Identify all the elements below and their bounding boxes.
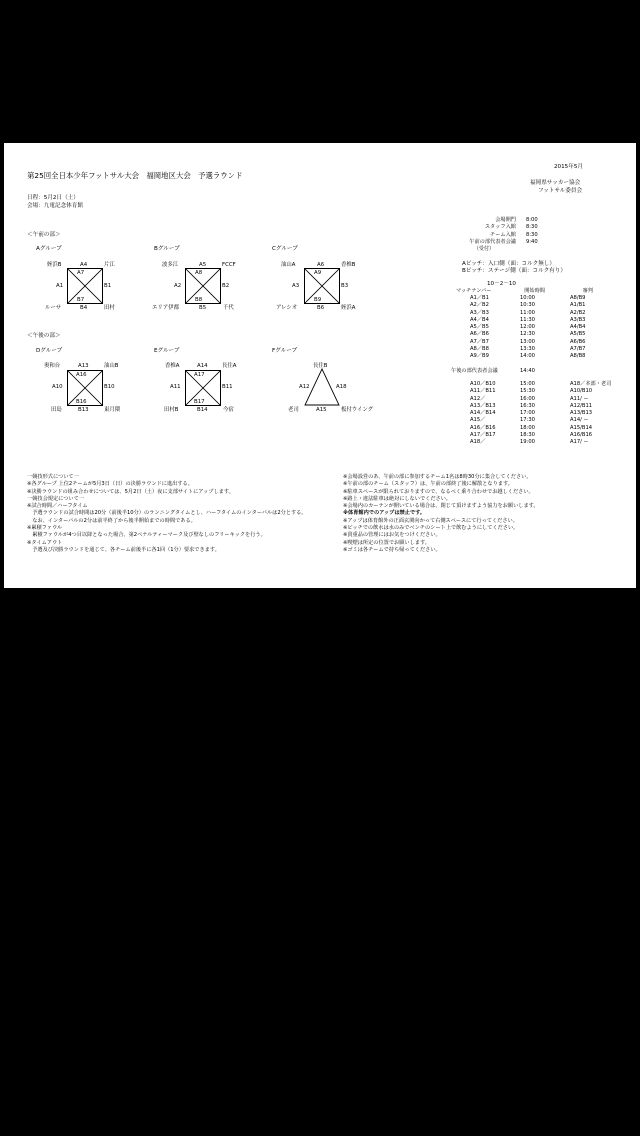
note-line: ※アップは体育館外の正面玄関向かって右側スペースにて行ってください。 [343,517,518,524]
group-a-name: Aグループ [36,246,62,252]
match-label: A16 [76,372,87,378]
table-cell: A2/B2 [570,309,586,316]
table-cell: A11/ ー [570,395,589,402]
match-label: A15 [316,407,327,413]
note-line: 予選ラウンドの試合時間は20分（前後半10分）のランニングタイムとし、ハーフタイムのインターバルは2分とする。 [27,510,307,517]
team-a4: 田村 [104,305,115,311]
organizer-2: フットサル委員会 [538,188,583,194]
match-label: B16 [76,399,87,405]
table-cell: A4/B4 [570,324,586,330]
table-cell: 13:00 [520,338,535,345]
table-cell: 17:30 [520,417,535,424]
group-c-diagram [304,268,340,304]
table-row [470,425,611,432]
table-cell: A1／B1 [470,295,489,301]
team-a3: ルーサ [45,305,62,311]
table-cell: A8/B9 [570,295,586,301]
note-line: ※試合時間／ハーフタイム [27,503,88,510]
team-f3: 板付ウイング [341,407,374,413]
table-cell: 15:30 [520,388,535,395]
table-cell: A13/B13 [570,410,593,416]
match-label: A8 [195,270,203,276]
match-label: B1 [104,283,112,289]
table-row [470,310,585,317]
note-line: 一競技形式について一 [27,474,79,480]
afternoon-match-table [470,381,611,446]
note-line: 予選及び決勝ラウンドを通じて、各チーム前後半に各1回（1分）要求できます。 [27,546,220,553]
team-b1: 波多江 [162,262,179,268]
table-cell: 12:30 [520,331,535,338]
note-line: ※各グループ 上位2チームが5月3日（日）の決勝ラウンドに進出する。 [27,481,193,488]
team-b2: FCCF [222,262,236,268]
match-label: B5 [199,305,207,311]
pitch-b: Bピッチ：ステージ側（面：コルク有り） [462,268,566,274]
table-cell: A12/B11 [570,402,593,409]
table-cell: A14/ ー [570,417,589,424]
table-cell: A8／B8 [470,345,489,352]
group-e-diagram [185,370,221,406]
doc-date: 2015年5月 [554,164,583,170]
match-label: B17 [194,399,205,405]
table-row [470,388,611,395]
note-line: ※タイムアウト [27,539,63,546]
match-table-header: マッチナンバー 開始時間 審判 [456,288,593,294]
table-cell: A8/B8 [570,353,586,359]
match-label: A18 [336,384,347,390]
notes-right [343,474,539,554]
match-label: B10 [104,384,115,390]
match-label: A17 [194,372,205,378]
table-cell: A10／B10 [470,381,496,387]
table-row [470,403,611,410]
match-label: A6 [317,262,325,268]
organizer-1: 福岡県サッカー協会 [530,180,581,186]
team-c2: 香椎B [341,262,356,268]
match-label: B9 [314,297,322,303]
note-line: ※累積ファウル [27,525,63,532]
doc-title: 第25回全日本少年フットサル大会 福岡地区大会 予選ラウンド [27,171,243,180]
table-cell: A10/B10 [570,388,593,395]
group-d-diagram [67,370,103,406]
note-line: 一競技会規定について一 [27,495,84,502]
document-page [4,143,636,588]
match-label: A13 [78,363,89,369]
notes-left [27,474,307,554]
table-cell: A9／B9 [470,353,489,359]
cross-lines [186,269,220,303]
match-label: A1 [56,283,64,289]
table-cell: A4／B4 [470,316,489,323]
table-row [470,439,611,446]
event-date: 日程：5月2日（土） [27,195,79,201]
note-line: ※午前の部のチーム（スタッフ）は、午前の部終了後に解散となります。 [343,481,513,488]
team-d4: 東月隈 [104,407,121,413]
group-b-name: Bグループ [154,246,180,252]
table-cell: 16:00 [520,395,535,402]
table-cell: A17/ ー [570,439,589,445]
team-f2: 老司 [288,407,299,413]
table-cell: A7／B7 [470,338,489,345]
note-line: ※ピッチでの飲水は水のみでベンチのシート上で飲むようにしてください。 [343,525,519,532]
note-line: ※駐車スペースが限られておりますので、なるべく乗り合わせでお越しください。 [343,488,534,495]
afternoon-meeting: 午後の部代表者会議 14:40 [451,368,535,374]
table-cell: 15:00 [520,381,535,387]
table-row [470,302,585,309]
table-cell: 11:00 [520,309,535,316]
table-cell: A3／B3 [470,309,489,316]
team-d1: 奥和台 [44,363,61,369]
team-b4: 千代 [223,305,234,311]
group-f-name: Fグループ [272,348,298,354]
group-f-triangle [304,368,340,406]
match-label: B11 [222,384,233,390]
match-label: A3 [292,283,300,289]
group-c-name: Cグループ [272,246,298,252]
match-label: A14 [197,363,208,369]
table-cell: A6/B6 [570,338,586,345]
table-row [470,417,611,424]
team-e3: 田村B [164,407,179,413]
group-b-diagram [185,268,221,304]
note-line: ※路上・違法駐車は絶対にしないでください。 [343,495,452,502]
match-label: B7 [77,297,85,303]
note-line: ※体育館内でのアップは禁止です。 [343,510,426,517]
table-cell: 18:00 [520,424,535,431]
note-line: ※会場内のカーテンが開いている場合は、閉じて頂けますよう協力をお願いします。 [343,503,539,510]
table-cell: A18／本部・老司 [570,381,612,387]
match-label: A10 [52,384,63,390]
table-cell: A16/B16 [570,431,593,438]
team-e1: 香椎A [165,363,180,369]
table-row [470,331,585,338]
cross-lines [68,269,102,303]
note-line: なお、インターバルの2分は前半終了から後半開始までの時間である。 [27,517,196,524]
table-cell: A7/B7 [570,345,586,352]
afternoon-heading: ＜午後の部＞ [27,333,61,339]
team-a2: 片江 [104,262,115,268]
table-row [470,396,611,403]
match-label: A7 [77,270,85,276]
table-row [470,346,585,353]
match-label: B14 [197,407,208,413]
table-cell: 14:00 [520,353,535,359]
table-cell: 11:30 [520,316,535,323]
group-a-diagram [67,268,103,304]
schedule-list: 会場開門 8:00 スタッフ入館 8:30 チーム入館 8:30 午前の部代表者会議 9:40 （受付） [469,217,538,252]
table-row [470,432,611,439]
table-row [470,410,611,417]
table-cell: 16:30 [520,402,535,409]
match-label: B6 [317,305,325,311]
team-c1: 油山A [281,262,296,268]
table-cell: 13:30 [520,345,535,352]
match-label: B3 [341,283,349,289]
match-label: A2 [174,283,182,289]
team-a1: 姪浜B [47,262,62,268]
team-d2: 油山B [104,363,119,369]
group-e-name: Eグループ [154,348,180,354]
table-cell: A5／B5 [470,324,489,330]
team-c4: 姪浜A [341,305,356,311]
match-label: A9 [314,270,322,276]
table-cell: A15／ [470,417,486,424]
table-cell: A15/B14 [570,424,593,431]
cross-lines [305,269,339,303]
table-cell: A18／ [470,439,486,445]
table-cell: A13／B13 [470,402,496,409]
morning-heading: ＜午前の部＞ [27,232,61,238]
table-cell: A5/B5 [570,331,586,338]
table-cell: A6／B6 [470,331,489,338]
team-b3: エリア伊都 [152,305,179,311]
match-label: B4 [80,305,88,311]
table-cell: A3/B3 [570,316,586,323]
match-label: A5 [199,262,207,268]
match-label: B2 [222,283,230,289]
morning-match-table [470,295,585,360]
table-cell: 12:00 [520,324,535,330]
match-label: A4 [80,262,88,268]
team-d3: 田島 [51,407,62,413]
table-cell: 19:00 [520,439,535,445]
match-label: A12 [299,384,310,390]
pitch-a: Aピッチ：入口側（面：コルク無し） [462,261,555,267]
table-cell: A2／B2 [470,302,489,309]
table-row [470,353,585,360]
note-line: ※ゴミは各チームで持ち帰ってください。 [343,546,441,553]
team-e4: 今宿 [223,407,234,413]
table-cell: A17／B17 [470,431,496,438]
table-row [470,317,585,324]
match-label: A11 [170,384,181,390]
match-label: B13 [78,407,89,413]
note-line: 累積ファウルが4つ目以降となった場合、第2ペナルティーマーク及び壁なしのフリーキックを行う。 [27,532,266,539]
table-cell: A14／B14 [470,410,496,416]
group-d-name: Dグループ [36,348,63,354]
venue: 会場：九電記念体育館 [27,203,83,209]
table-cell: A1/B1 [570,302,586,309]
match-rule: 10－2－10 [487,281,516,287]
table-cell: A16／B16 [470,424,496,431]
note-line: ※会場設営のあ、午前の部に参加するチーム1名は8時30分に集合してください。 [343,474,532,480]
team-e2: 長住A [222,363,237,369]
team-c3: アレシオ [276,305,298,311]
note-line: ※決勝ラウンドの組み合わせについては、5月2日（土）夜に支部サイトにアップします。 [27,488,234,495]
table-row [470,339,585,346]
table-cell: 17:00 [520,410,535,416]
table-cell: 18:30 [520,431,535,438]
table-cell: A11／B11 [470,388,496,395]
table-cell: 10:00 [520,295,535,301]
table-cell: A12／ [470,395,486,402]
note-line: ※喫煙は所定の位置でお願いします。 [343,539,430,546]
team-f1: 長住B [313,363,328,369]
match-label: B8 [195,297,203,303]
note-line: ※貴重品の管理にはお気をつけください。 [343,532,441,539]
table-cell: 10:30 [520,302,535,309]
